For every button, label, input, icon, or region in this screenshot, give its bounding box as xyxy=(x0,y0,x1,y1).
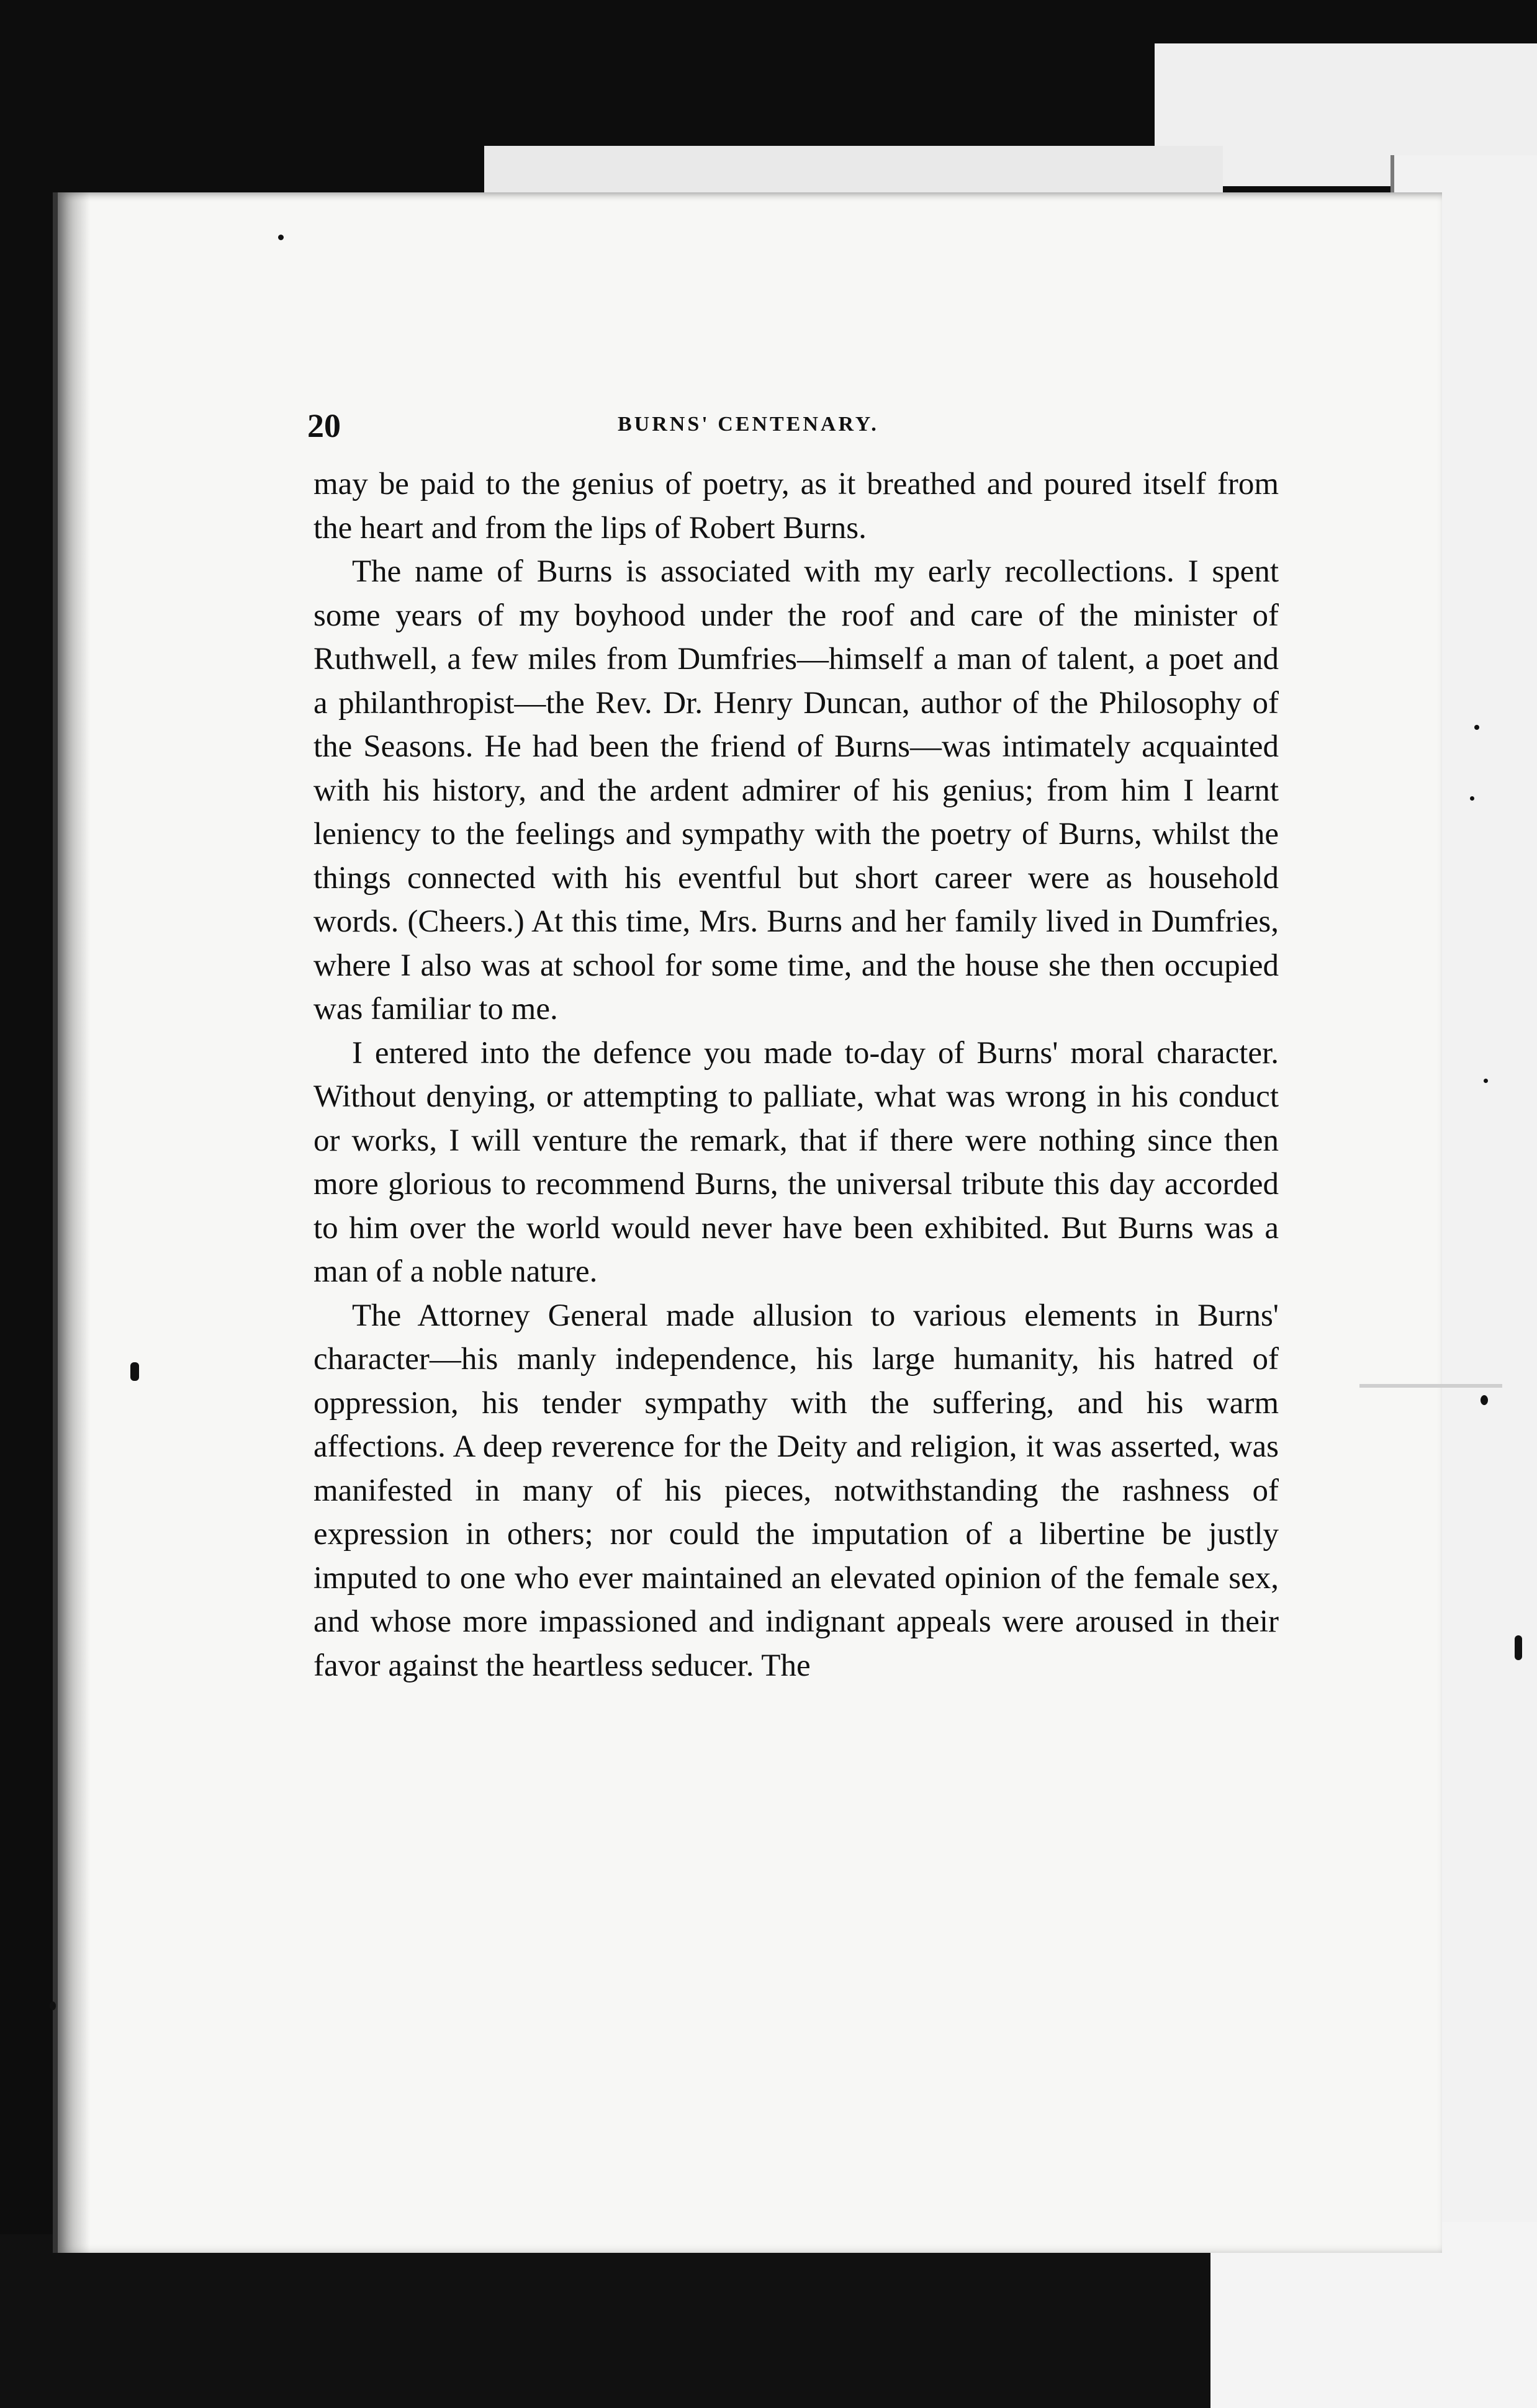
page-number: 20 xyxy=(307,407,341,444)
scan-speck xyxy=(1470,796,1474,801)
scan-speck xyxy=(1481,1395,1488,1405)
scan-speck xyxy=(1515,1635,1522,1660)
scan-speck xyxy=(278,235,284,240)
scan-speck xyxy=(1484,1079,1488,1083)
paragraph: I entered into the defence you made to-day of Burns' moral character. Without denying, or attempting to palliate, what was wrong in his conduct or works, I will venture the remark, that if there were nothing since then more glorious to recommend Burns, the universal tribute this day accorded to him over the world would never have been exhibited. But Burns was a man of a noble nature. xyxy=(313,1035,1279,1289)
page-header xyxy=(307,407,1276,456)
body-text xyxy=(313,462,1279,1687)
gutter-shadow xyxy=(53,192,90,2253)
paragraph: The Attorney General made allusion to various elements in Burns' character—his manly independence, his large humanity, his hatred of oppression, his tender sympathy with the suffering, and his warm affections. A deep reverence for the Deity and religion, it was asserted, was manifested in many of his pieces, notwithstanding the rashness of expression in others; nor could the imputation of a libertine be justly imputed to one who ever maintained an elevated opinion of the female sex, and whose more impassioned and indignant appeals were aroused in their favor against the heartless seducer. The xyxy=(313,1298,1279,1683)
paragraph-continued: may be paid to the genius of poetry, as it breathed and poured itself from the heart and from the lips of Robert Burns. xyxy=(313,467,1279,546)
running-head: BURNS' CENTENARY. xyxy=(618,413,879,436)
scan-speck xyxy=(1474,725,1479,730)
paragraph: The name of Burns is associated with my early recollections. I spent some years of my boyhood under the roof and care of the minister of Ruthwell, a few miles from Dumfries—himself a man of talent, a poet and a philanthropist—the Rev. Dr. Henry Duncan, author of the Philosophy of the Seasons. He had been the friend of Burns—was intimately acquainted with his history, and the ardent admirer of his genius; from him I learnt leniency to the feelings and sympathy with the poetry of Burns, whilst the things connected with his eventful but short career were as household words. (Cheers.) At this time, Mrs. Burns and her family lived in Dumfries, where I also was at school for some time, and the house she then occupied was familiar to me. xyxy=(313,554,1279,1027)
scan-speck xyxy=(50,2001,56,2010)
scan-background xyxy=(0,2234,1210,2408)
scan-speck xyxy=(130,1362,139,1381)
fold-mark xyxy=(1359,1384,1502,1388)
